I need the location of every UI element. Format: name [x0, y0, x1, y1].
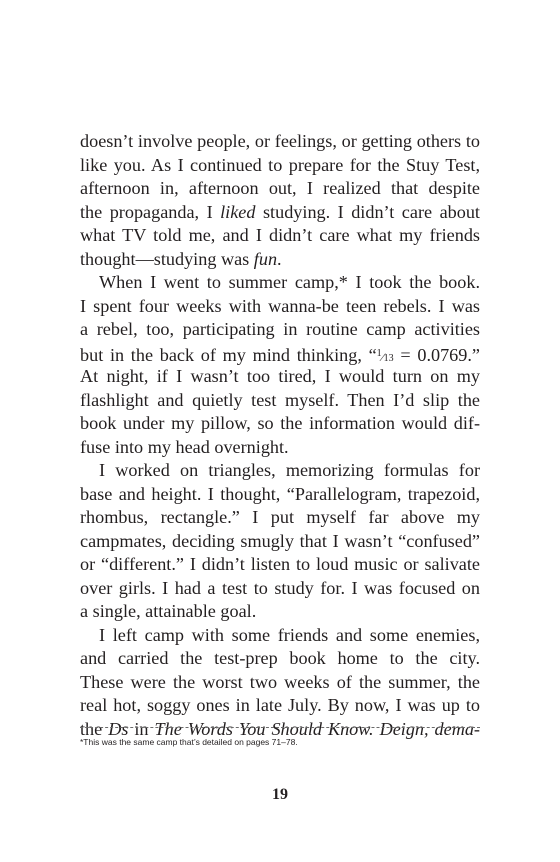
text-line: a single, attainable goal. [80, 601, 257, 621]
text-line: flashlight and quietly test myself. Then I’d slip the [80, 389, 480, 410]
text-line: what TV told me, and I didn’t care what my friends [80, 225, 480, 245]
text-line: or “different.” I didn’t listen to loud music or salivate [80, 554, 480, 574]
text-line: I worked on triangles, memorizing formulas for [99, 460, 480, 480]
text-line: When I went to summer camp,* I took the book. [99, 272, 480, 292]
footnote-text: *This was the same camp that’s detailed on pages 71–78. [80, 737, 298, 747]
text-line: base and height. I thought, “Parallelogram, trapezoid, [80, 483, 480, 504]
emphasis-fun: fun [253, 248, 278, 269]
body-text [80, 130, 480, 741]
text-line: the Ds in The Words You Should Know. Deign, dema- [80, 718, 480, 739]
text-line: real hot, soggy ones in late July. By now, I was up to [80, 695, 480, 715]
text-line: but in the back of my mind thinking, “$^1$⁄13 = 0.0769.” [80, 344, 480, 365]
fraction-numerator: 1 [376, 347, 382, 359]
text-line: rhombus, rectangle.” I put myself far above my [80, 507, 480, 527]
footnote-divider [80, 727, 480, 728]
text-line: book under my pillow, so the information would dif- [80, 413, 480, 433]
text-line: doesn’t involve people, or feelings, or getting others to [80, 131, 480, 151]
text-line: At night, if I wasn’t too tired, I would turn on my [80, 366, 480, 386]
text-line: like you. As I continued to prepare for the Stuy Test, [80, 154, 480, 175]
text-line: These were the worst two weeks of the summer, the [80, 671, 480, 692]
fraction-denominator: 13 [383, 352, 394, 364]
text-line: afternoon in, afternoon out, I realized that despite [80, 178, 480, 198]
emphasis-book-title: The Words You Should Know. Deign, dema- [154, 718, 480, 739]
text-line: I spent four weeks with wanna-be teen rebels. I was [80, 295, 480, 316]
text-line: a rebel, too, participating in routine camp activities [80, 319, 480, 339]
fraction-slash: ⁄ [381, 349, 384, 364]
emphasis-liked: liked [220, 201, 256, 222]
text-line: the propaganda, I liked studying. I didn’t care about [80, 201, 480, 222]
text-line: over girls. I had a test to study for. I was focused on [80, 577, 480, 598]
text-line: campmates, deciding smugly that I wasn’t “confused” [80, 530, 480, 551]
text-line: fuse into my head overnight. [80, 436, 289, 457]
text-line: thought—studying was fun. [80, 248, 282, 269]
emphasis-ds: Ds [108, 718, 129, 739]
text-line: I left camp with some friends and some enemies, [99, 624, 480, 645]
page-number: 19 [272, 786, 288, 803]
text-line: and carried the test-prep book home to the city. [80, 648, 480, 668]
